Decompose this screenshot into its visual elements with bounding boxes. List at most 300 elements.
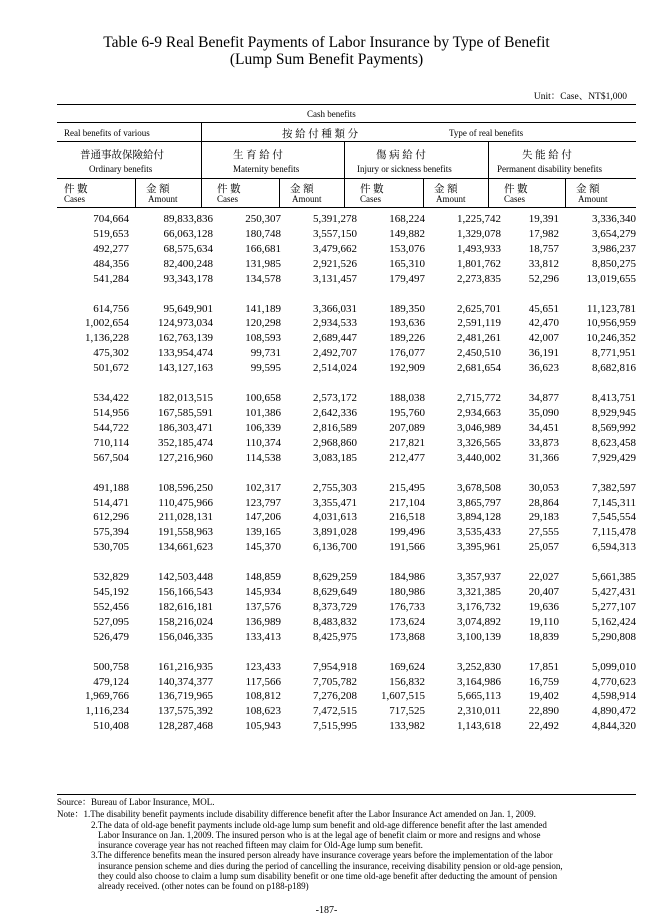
table-cell: 541,284 [93,272,129,285]
table-cell: 519,653 [93,227,129,240]
amount-en-2: Amount [292,194,322,204]
table-cell: 100,658 [245,392,281,405]
amount-zh-4: 金 額 [576,184,600,195]
table-row [57,540,636,555]
table-cell: 211,028,131 [158,511,213,524]
table-cell: 1,329,078 [457,227,501,240]
table-cell: 28,864 [528,496,559,509]
table-cell: 8,483,832 [313,615,357,628]
table-cell: 1,143,618 [457,720,501,733]
table-cell: 195,760 [389,406,425,419]
table-cell: 3,083,185 [313,451,357,464]
table-row [57,481,636,496]
table-cell: 192,909 [389,362,425,375]
table-cell: 45,651 [528,302,559,315]
table-cell: 1,801,762 [457,257,501,270]
note-2c: insurance coverage year has not reached fifteen may claim for Old-Age lump sum benefit. [98,840,423,851]
table-row [57,451,636,466]
table-cell: 3,395,961 [457,541,501,554]
table-cell: 127,216,960 [158,451,213,464]
table-cell: 8,629,259 [313,571,357,584]
table-row [57,421,636,436]
table-row [57,227,636,242]
table-cell: 7,382,597 [592,481,636,494]
table-cell: 215,495 [389,481,425,494]
table-cell: 19,636 [528,600,559,613]
table-row [57,391,636,406]
table-row [57,600,636,615]
notes [57,797,642,892]
group-spacer [57,555,636,570]
table-cell: 99,595 [250,362,281,375]
table-cell: 20,407 [528,586,559,599]
table-cell: 8,682,816 [592,362,636,375]
table-cell: 717,525 [389,705,425,718]
table-cell: 526,479 [93,630,129,643]
table-cell: 2,921,526 [313,257,357,270]
note-2b: Labor Insurance on Jan. 1,2009. The insured person who is at the legal age of benefit claim or more and resigns and whose [98,829,541,840]
table-cell: 3,355,471 [313,496,357,509]
table-row [57,272,636,287]
table-cell: 4,598,914 [592,690,636,703]
table-cell: 102,317 [245,481,281,494]
table-cell: 2,492,707 [313,347,357,360]
amount-en-1: Amount [148,194,178,204]
table-cell: 2,573,172 [313,392,357,405]
table-cell: 17,851 [528,660,559,673]
table-cell: 141,189 [245,302,281,315]
header-rule-2 [57,141,636,142]
table-cell: 22,492 [528,720,559,733]
table-cell: 3,891,028 [313,526,357,539]
table-cell: 704,664 [93,213,129,225]
table-cell: 212,477 [389,451,425,464]
table-row [57,257,636,272]
table-cell: 19,110 [529,615,559,628]
table-cell: 168,224 [389,213,425,225]
table-cell: 2,755,303 [313,481,357,494]
sub-divider-1 [135,178,136,207]
group-spacer [57,376,636,391]
source-note: Source：Bureau of Labor Insurance, MOL. [57,797,215,807]
table-row [57,361,636,376]
table-cell: 162,763,139 [158,332,213,345]
table-row [57,496,636,511]
table-cell: 165,310 [389,257,425,270]
table-cell: 66,063,128 [163,227,213,240]
table-cell: 2,273,835 [457,272,501,285]
table-cell: 1,607,515 [381,690,425,703]
by-type-zh-label: 按 給 付 種 類 分 [282,129,359,140]
table-cell: 5,427,431 [592,586,636,599]
table-cell: 614,756 [93,302,129,315]
table-cell: 188,038 [389,392,425,405]
table-cell: 352,185,474 [158,436,213,449]
table-row [57,689,636,704]
table-cell: 2,481,261 [457,332,501,345]
table-cell: 18,757 [528,242,559,255]
table-cell: 27,555 [528,526,559,539]
sub-divider-4 [565,178,566,207]
table-cell: 25,057 [528,541,559,554]
table-cell: 133,954,474 [158,347,213,360]
table-cell: 182,013,515 [158,392,213,405]
group-disability-zh: 失 能 給 付 [522,150,572,161]
table-row [57,436,636,451]
table-cell: 575,394 [93,526,129,539]
table-cell: 2,715,772 [457,392,501,405]
table-cell: 3,100,139 [457,630,501,643]
table-cell: 3,336,340 [592,213,636,225]
table-cell: 191,566 [389,541,425,554]
table-row [57,585,636,600]
table-cell: 8,850,275 [592,257,636,270]
table-cell: 7,545,554 [592,511,636,524]
cases-zh-4: 件 數 [504,184,528,195]
table-cell: 552,456 [93,600,129,613]
table-cell: 710,114 [93,436,129,449]
table-cell: 99,731 [250,347,281,360]
table-cell: 3,535,433 [457,526,501,539]
table-cell: 167,585,591 [158,406,213,419]
table-cell: 120,298 [245,317,281,330]
header-bottom-rule [57,207,636,208]
table-cell: 139,165 [245,526,281,539]
table-row [57,212,636,227]
table-cell: 137,575,392 [158,705,213,718]
header-top-rule [57,104,636,105]
table-cell: 128,287,468 [158,720,213,733]
table-cell: 110,374 [245,436,281,449]
table-cell: 123,433 [245,660,281,673]
table-cell: 5,391,278 [313,213,357,225]
table-cell: 173,868 [389,630,425,643]
table-cell: 124,973,034 [158,317,213,330]
cases-en-1: Cases [64,194,85,204]
table-cell: 8,413,751 [592,392,636,405]
amount-zh-3: 金 額 [434,184,458,195]
table-cell: 166,681 [245,242,281,255]
table-row [57,630,636,645]
table-cell: 7,705,782 [313,675,357,688]
table-cell: 8,771,951 [592,347,636,360]
benefit-table [57,212,636,734]
table-cell: 137,576 [245,600,281,613]
table-cell: 33,873 [528,436,559,449]
table-cell: 19,402 [528,690,559,703]
table-cell: 7,115,478 [592,526,636,539]
table-row [57,316,636,331]
table-cell: 18,839 [528,630,559,643]
table-cell: 3,252,830 [457,660,501,673]
group-injury-zh: 傷 病 給 付 [376,150,426,161]
table-cell: 134,661,623 [158,541,213,554]
table-cell: 133,413 [245,630,281,643]
table-cell: 2,450,510 [457,347,501,360]
table-cell: 5,162,424 [592,615,636,628]
table-cell: 3,894,128 [457,511,501,524]
table-cell: 5,099,010 [592,660,636,673]
table-cell: 7,929,429 [592,451,636,464]
table-title: Table 6-9 Real Benefit Payments of Labor Insurance by Type of Benefit [103,34,550,51]
table-cell: 189,226 [389,332,425,345]
table-cell: 3,557,150 [313,227,357,240]
table-cell: 136,719,965 [158,690,213,703]
group-divider-3 [488,141,489,207]
table-cell: 510,408 [93,720,129,733]
table-cell: 31,366 [528,451,559,464]
table-cell: 475,302 [93,347,129,360]
table-cell: 207,089 [389,421,425,434]
table-cell: 1,225,742 [457,213,501,225]
table-cell: 5,277,107 [592,600,636,613]
table-cell: 8,569,992 [592,421,636,434]
table-cell: 68,575,634 [163,242,213,255]
table-cell: 484,356 [93,257,129,270]
table-cell: 3,986,237 [592,242,636,255]
table-cell: 501,672 [93,362,129,375]
sub-divider-2 [279,178,280,207]
table-cell: 2,816,589 [313,421,357,434]
table-cell: 5,290,808 [592,630,636,643]
group-maternity-zh: 生 育 給 付 [233,150,283,161]
table-cell: 8,629,649 [313,586,357,599]
table-cell: 193,636 [389,317,425,330]
note-1: Note：1.The disability benefit payments include disability difference benefit after the Labor Insurance Act amended on Jan. 1, 2009. [57,809,536,820]
table-cell: 4,844,320 [592,720,636,733]
table-cell: 156,166,543 [158,586,213,599]
table-cell: 179,497 [389,272,425,285]
table-cell: 108,623 [245,705,281,718]
table-cell: 2,514,024 [313,362,357,375]
table-cell: 1,493,933 [457,242,501,255]
table-cell: 142,503,448 [158,571,213,584]
note-3b: insurance pension scheme and dies during the period of cancelling the insurance, receiving disability pension or old-age pension, [98,860,563,871]
table-subtitle: (Lump Sum Benefit Payments) [229,51,424,68]
table-cell: 106,339 [245,421,281,434]
table-cell: 2,934,533 [313,317,357,330]
note-3a: 3.The difference benefits mean the insured person already have insurance coverage years before the implementation of the labor [91,850,553,861]
table-cell: 13,019,655 [586,272,636,285]
table-cell: 22,027 [528,571,559,584]
table-row [57,510,636,525]
table-cell: 189,350 [389,302,425,315]
table-row [57,615,636,630]
table-cell: 134,578 [245,272,281,285]
table-cell: 7,145,311 [592,496,636,509]
table-cell: 479,124 [93,675,129,688]
table-cell: 3,074,892 [457,615,501,628]
table-row [57,346,636,361]
table-cell: 7,515,995 [313,720,357,733]
table-cell: 191,558,963 [158,526,213,539]
table-cell: 3,326,565 [457,436,501,449]
table-cell: 16,759 [528,675,559,688]
group-divider-1 [201,141,202,207]
table-bottom-rule [57,794,636,795]
group-ordinary-zh: 普通事故保險給付 [80,150,164,161]
table-cell: 216,518 [389,511,425,524]
table-cell: 35,090 [528,406,559,419]
table-cell: 110,475,966 [158,496,213,509]
table-cell: 199,496 [389,526,425,539]
table-cell: 1,002,654 [85,317,129,330]
table-cell: 161,216,935 [158,660,213,673]
table-row [57,242,636,257]
table-cell: 8,373,729 [313,600,357,613]
table-cell: 117,566 [245,675,281,688]
table-cell: 158,216,024 [158,615,213,628]
table-cell: 491,188 [93,481,129,494]
table-cell: 11,123,781 [586,302,636,315]
table-cell: 156,046,335 [158,630,213,643]
table-cell: 169,624 [389,660,425,673]
table-cell: 8,425,975 [313,630,357,643]
table-cell: 2,681,654 [457,362,501,375]
table-cell: 147,206 [245,511,281,524]
table-cell: 10,956,959 [586,317,636,330]
table-cell: 545,192 [93,586,129,599]
table-row [57,570,636,585]
table-cell: 3,654,279 [592,227,636,240]
table-cell: 173,624 [389,615,425,628]
table-row [57,719,636,734]
table-cell: 217,104 [389,496,425,509]
amount-en-3: Amount [436,194,466,204]
note-3d: already received. (other notes can be found on p188-p189) [98,881,309,892]
table-cell: 2,968,860 [313,436,357,449]
table-cell: 1,969,766 [85,690,129,703]
group-ordinary-en: Ordinary benefits [89,164,153,174]
table-cell: 527,095 [93,615,129,628]
table-cell: 2,642,336 [313,406,357,419]
table-cell: 105,943 [245,720,281,733]
table-cell: 29,183 [528,511,559,524]
table-cell: 2,310,011 [457,705,501,718]
table-cell: 6,594,313 [592,541,636,554]
table-cell: 2,689,447 [313,332,357,345]
table-cell: 101,386 [245,406,281,419]
table-cell: 52,296 [528,272,559,285]
header-rule-3 [57,178,636,179]
table-cell: 2,591,119 [457,317,501,330]
group-spacer [57,645,636,660]
table-cell: 4,890,472 [592,705,636,718]
header-divider [201,122,202,141]
table-cell: 30,053 [528,481,559,494]
table-cell: 153,076 [389,242,425,255]
table-cell: 131,985 [245,257,281,270]
table-cell: 612,296 [93,511,129,524]
cases-zh-1: 件 數 [64,184,88,195]
table-cell: 17,982 [528,227,559,240]
table-cell: 140,374,377 [158,675,213,688]
table-cell: 148,859 [245,571,281,584]
table-cell: 492,277 [93,242,129,255]
table-cell: 5,665,113 [457,690,501,703]
table-row [57,660,636,675]
table-cell: 34,451 [528,421,559,434]
table-cell: 7,954,918 [313,660,357,673]
group-spacer [57,466,636,481]
group-disability-en: Permanent disability benefits [497,164,602,174]
group-maternity-en: Maternity benefits [233,164,300,174]
sub-divider-3 [423,178,424,207]
table-cell: 108,812 [245,690,281,703]
table-cell: 500,758 [93,660,129,673]
table-cell: 114,538 [245,451,281,464]
table-cell: 3,046,989 [457,421,501,434]
amount-zh-2: 金 額 [290,184,314,195]
table-cell: 108,596,250 [158,481,213,494]
table-cell: 514,956 [93,406,129,419]
table-cell: 3,176,732 [457,600,501,613]
table-cell: 42,470 [528,317,559,330]
table-cell: 3,357,937 [457,571,501,584]
table-cell: 180,748 [245,227,281,240]
cash-benefits-label: Cash benefits [307,109,356,119]
table-cell: 1,116,234 [85,705,129,718]
table-cell: 3,479,662 [313,242,357,255]
unit-label: Unit：Case、NT$1,000 [533,92,627,102]
table-cell: 5,661,385 [592,571,636,584]
amount-en-4: Amount [578,194,608,204]
table-cell: 3,865,797 [457,496,501,509]
table-cell: 2,934,663 [457,406,501,419]
table-cell: 42,007 [528,332,559,345]
note-2a: 2.The data of old-age benefit payments include old-age lump sum benefit and old-age difference benefit after the last amended [91,819,547,830]
group-divider-2 [344,141,345,207]
table-cell: 530,705 [93,541,129,554]
table-cell: 145,370 [245,541,281,554]
table-cell: 8,929,945 [592,406,636,419]
table-cell: 145,934 [245,586,281,599]
table-cell: 6,136,700 [313,541,357,554]
table-cell: 567,504 [93,451,129,464]
real-benefits-label: Real benefits of various [64,128,150,138]
table-cell: 534,422 [93,392,129,405]
table-cell: 95,649,901 [163,302,213,315]
table-cell: 3,678,508 [457,481,501,494]
cases-zh-2: 件 數 [217,184,241,195]
table-cell: 3,164,986 [457,675,501,688]
table-cell: 544,722 [93,421,129,434]
table-cell: 176,077 [389,347,425,360]
table-cell: 532,829 [93,571,129,584]
table-cell: 19,391 [528,213,559,225]
cases-en-3: Cases [360,194,381,204]
table-cell: 217,821 [389,436,425,449]
table-cell: 149,882 [389,227,425,240]
table-cell: 184,986 [389,571,425,584]
table-cell: 3,131,457 [313,272,357,285]
table-cell: 7,472,515 [313,705,357,718]
table-row [57,331,636,346]
table-cell: 156,832 [389,675,425,688]
table-cell: 34,877 [528,392,559,405]
table-cell: 89,833,836 [163,213,213,225]
table-cell: 3,366,031 [313,302,357,315]
table-row [57,525,636,540]
table-cell: 8,623,458 [592,436,636,449]
table-cell: 36,191 [528,347,559,360]
table-cell: 82,400,248 [163,257,213,270]
table-cell: 10,246,352 [586,332,636,345]
table-cell: 186,303,471 [158,421,213,434]
table-cell: 123,797 [245,496,281,509]
table-cell: 33,812 [528,257,559,270]
table-cell: 180,986 [389,586,425,599]
